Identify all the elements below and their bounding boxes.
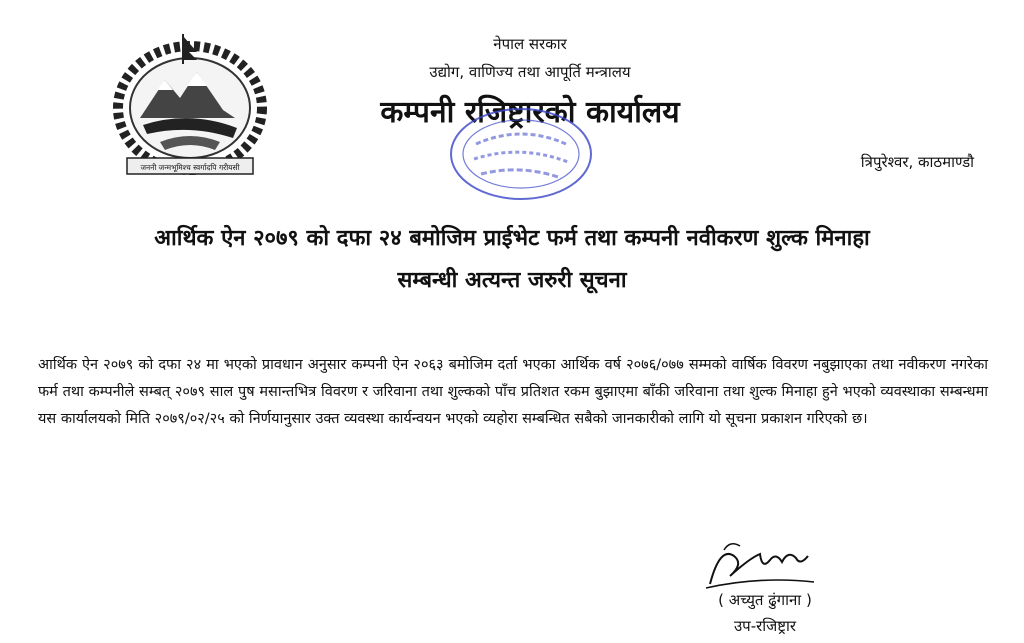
notice-body: आर्थिक ऐन २०७९ को दफा २४ मा भएको प्रावधान अनुसार कम्पनी ऐन २०६३ बमोजिम दर्ता भएका आर्थिक वर्ष २०७६/०७७ सम्मको वार्षिक विवरण नबुझाएका तथा नवीकरण नगरेका फर्म तथा कम्पनीले सम्बत् २०७९ साल पुष मसान्तभित्र विवरण र जरिवाना तथा शुल्कको पाँच प्रतिशत रकम बुझाएमा बाँकी जरिवाना तथा शुल्क मिनाहा हुने भएको व्यवस्थाका सम्बन्धमा यस कार्यालयको मिति २०७९/०२/२५ को निर्णयानुसार उक्त व्यवस्था कार्यन्वयन भएको व्यहोरा सम्बन्धित सबैको जानकारीको लागि यो सूचना प्रकाशन गरिएको छ। (38, 357, 988, 427)
office-name: कम्पनी रजिष्ट्रारको कार्यालय (380, 95, 680, 130)
ministry-name: उद्योग, वाणिज्य तथा आपूर्ति मन्त्रालय (429, 63, 631, 81)
office-location: त्रिपुरेश्वर, काठमाण्डौ (860, 153, 974, 171)
government-name: नेपाल सरकार (493, 35, 567, 53)
notice-title-line2: सम्बन्धी अत्यन्त जरुरी सूचना (397, 268, 627, 293)
signatory-title: उप-रजिष्ट्रार (733, 617, 797, 635)
office-stamp-icon (446, 104, 596, 204)
signatory-name: ( अच्युत ढुंगाना ) (718, 591, 812, 609)
signature-icon (700, 536, 820, 592)
emblem-motto: जननी जन्मभूमिश्च स्वर्गादपि गरीयसी (140, 163, 240, 172)
nepal-emblem-icon (105, 30, 275, 180)
notice-title-line1: आर्थिक ऐन २०७९ को दफा २४ बमोजिम प्राईभेट फर्म तथा कम्पनी नवीकरण शुल्क मिनाहा (154, 226, 870, 251)
